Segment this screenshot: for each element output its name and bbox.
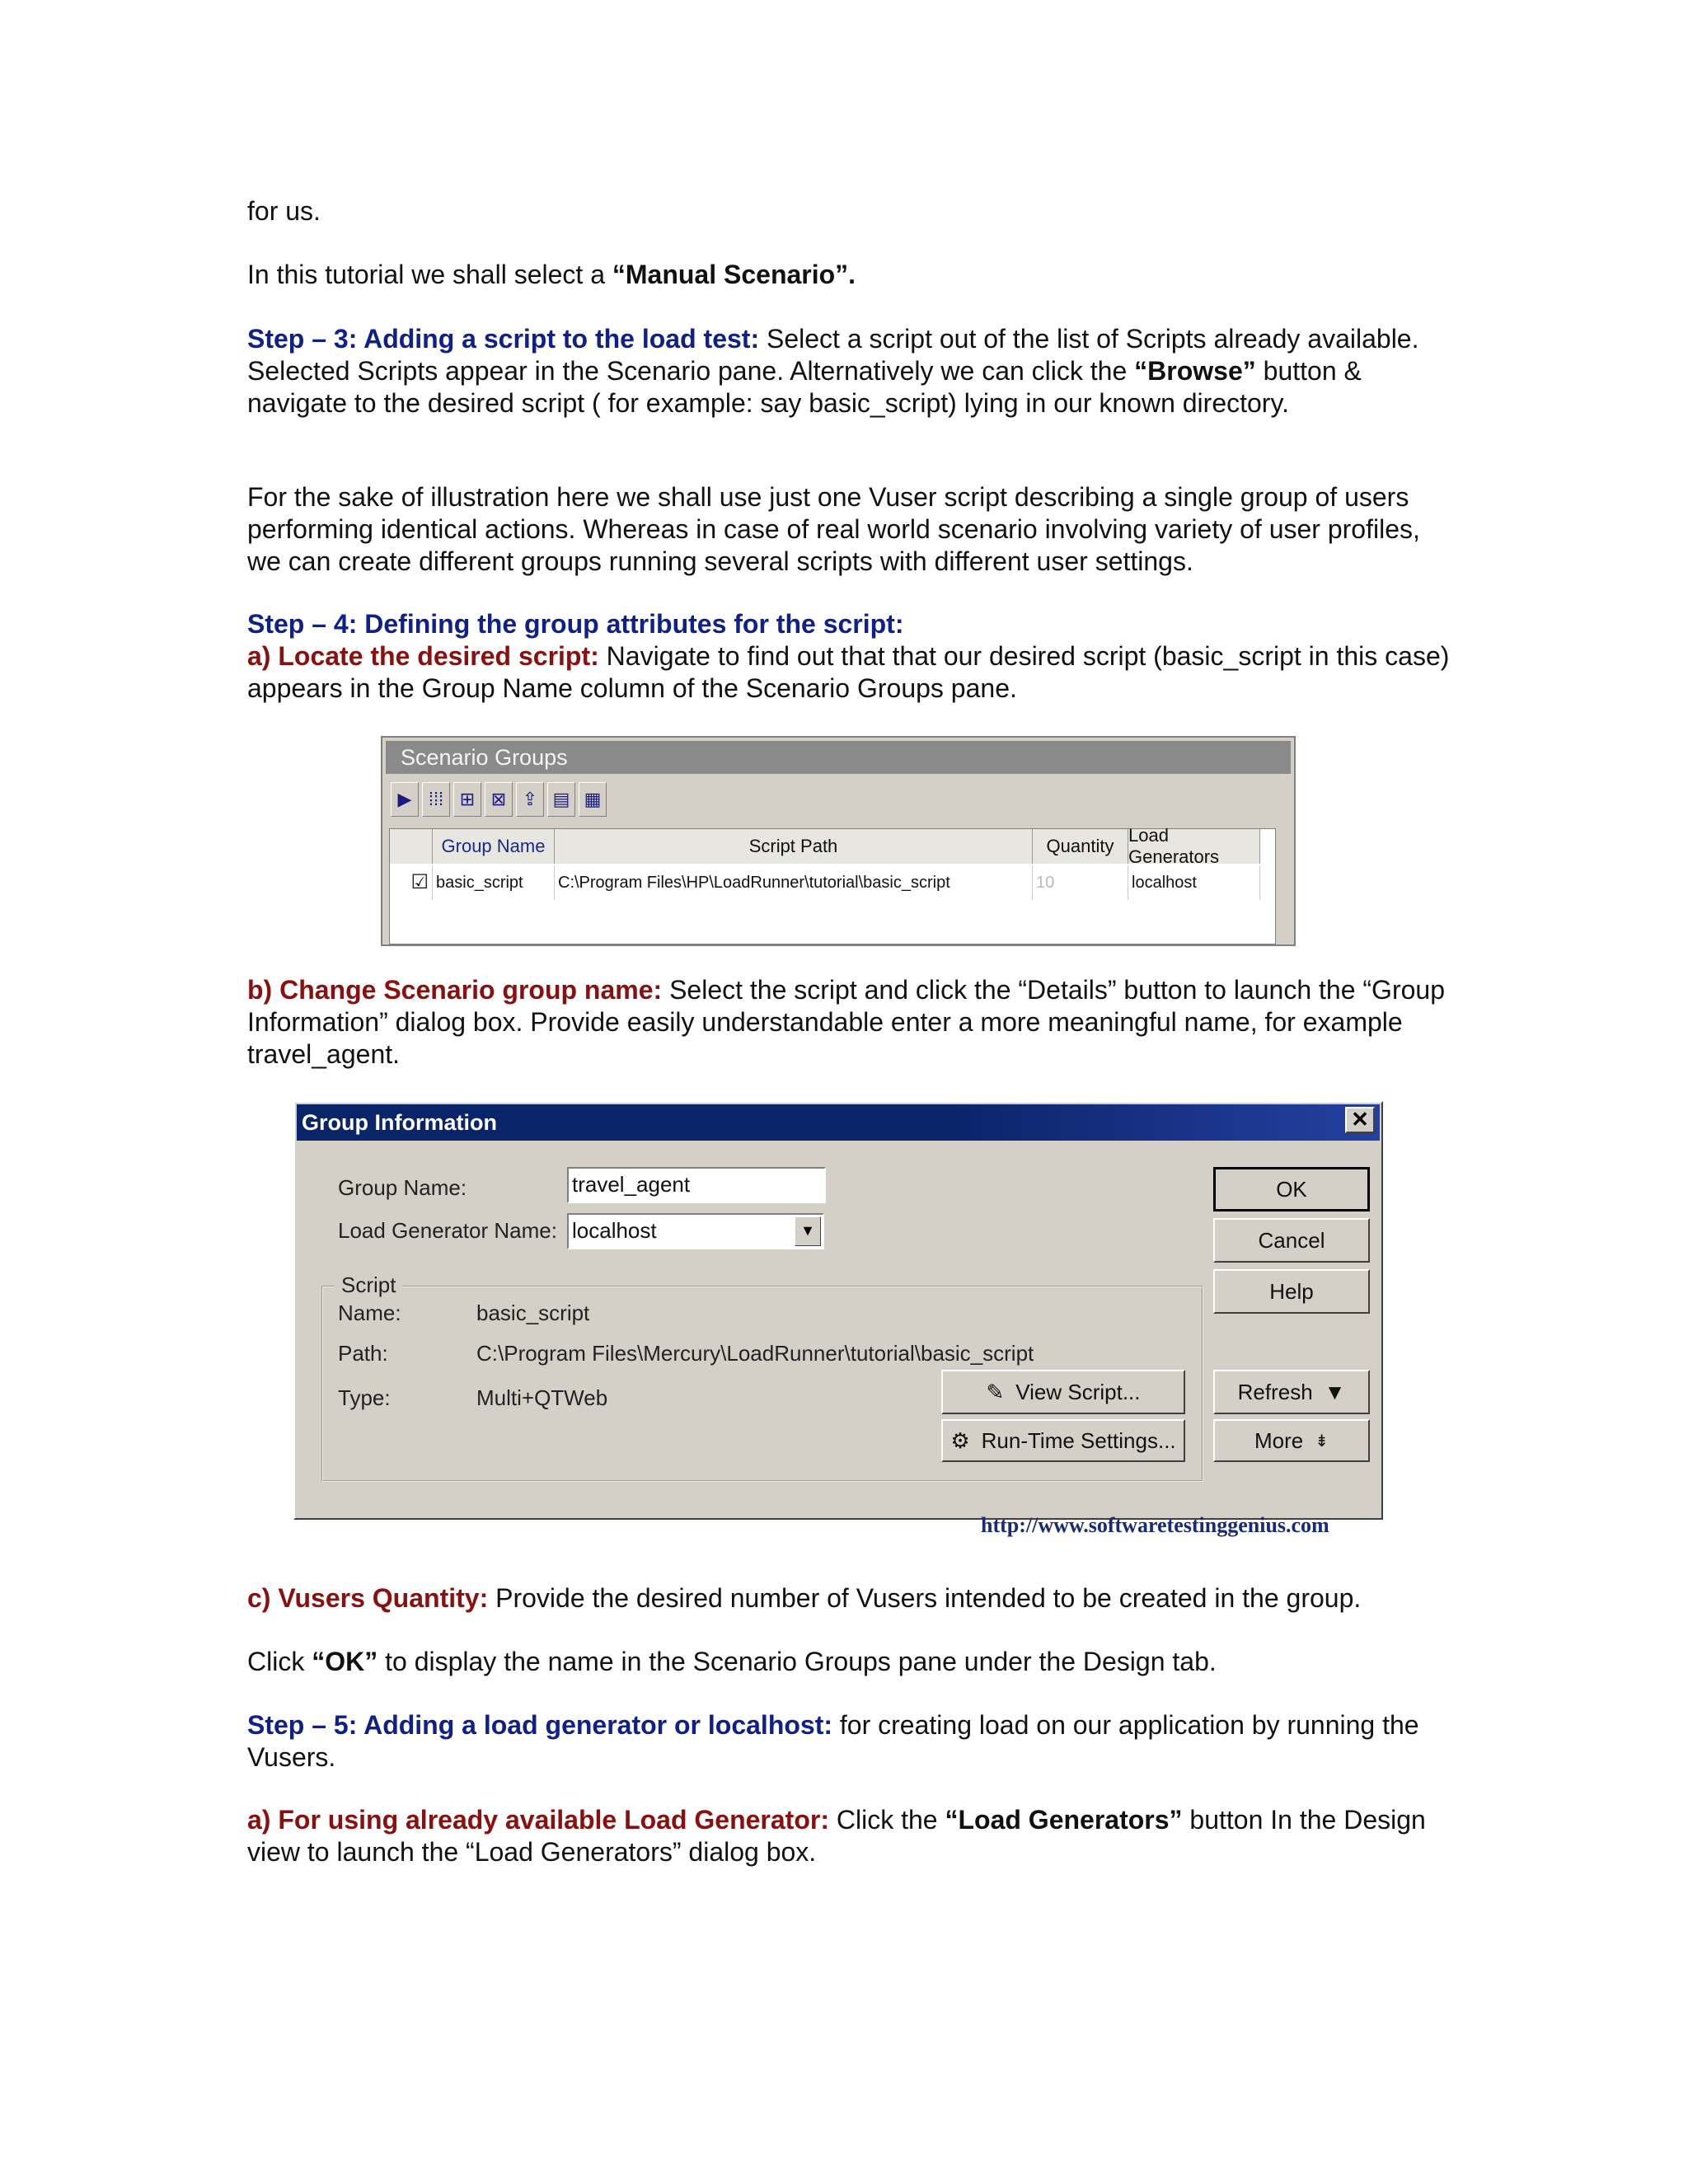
pane-title: Scenario Groups bbox=[386, 741, 1291, 774]
add-vuser-icon[interactable]: ⊞ bbox=[453, 782, 481, 817]
watermark-url: http://www.softwaretestinggenius.com bbox=[981, 1513, 1329, 1537]
details-icon[interactable]: ▤ bbox=[547, 782, 575, 817]
script-path-value: C:\Program Files\Mercury\LoadRunner\tutorial\basic_script bbox=[476, 1341, 1034, 1366]
row-checkbox[interactable]: ☑ bbox=[390, 865, 433, 900]
column-header[interactable]: Group Name bbox=[433, 829, 555, 864]
load-generator-select[interactable]: localhost ▼ bbox=[567, 1213, 824, 1249]
remove-vuser-icon[interactable]: ⊠ bbox=[485, 782, 513, 817]
group-information-dialog bbox=[293, 1101, 1383, 1520]
text-paragraph: for us. bbox=[247, 196, 321, 226]
ok-button[interactable]: OK bbox=[1213, 1167, 1370, 1212]
export-icon[interactable]: ⇪ bbox=[516, 782, 544, 817]
play-icon[interactable]: ▶ bbox=[391, 782, 419, 817]
substep-heading: a) Locate the desired script: bbox=[247, 641, 599, 671]
substep-c-paragraph: c) Vusers Quantity: Provide the desired number of Vusers intended to be created in the group. bbox=[247, 1583, 1362, 1613]
expand-icon: ⇟ bbox=[1315, 1432, 1329, 1451]
step-3-paragraph: Step – 3: Adding a script to the load test: Select a script out of the list of Scripts already available. Selected Scripts appear in the Scenario pane. Alternatively we can click the “Browse” button & navigate to the desired script ( for example: say basic_script) lying in our known directory. bbox=[247, 324, 1419, 418]
quantity-cell[interactable]: 10 bbox=[1033, 865, 1128, 900]
column-header[interactable]: Quantity bbox=[1033, 829, 1128, 864]
group-name-field[interactable]: travel_agent bbox=[567, 1167, 826, 1203]
text-paragraph: For the sake of illustration here we shall use just one Vuser script describing a single group of users performing identical actions. Whereas in case of real world scenario involving variety of user profiles, we can create different groups running several scripts with different user settings. bbox=[247, 482, 1420, 576]
dialog-title: Group Information bbox=[297, 1104, 1380, 1141]
more-button[interactable]: More ⇟ bbox=[1213, 1419, 1370, 1462]
group-name-label: Group Name: bbox=[338, 1175, 467, 1200]
script-name-value: basic_script bbox=[476, 1301, 590, 1325]
substep-a5-paragraph: a) For using already available Load Generator: Click the “Load Generators” button In the Design view to launch the “Load Generators” dialog box. bbox=[247, 1805, 1426, 1867]
load-generator-label: Load Generator Name: bbox=[338, 1218, 557, 1243]
scenario-groups-table bbox=[389, 825, 1276, 944]
column-header[interactable]: Script Path bbox=[555, 829, 1033, 864]
scenario-toolbar bbox=[391, 782, 607, 822]
script-path-cell[interactable]: C:\Program Files\HP\LoadRunner\tutorial\basic_script bbox=[555, 865, 1033, 900]
step-heading: Step – 5: Adding a load generator or localhost: bbox=[247, 1710, 833, 1740]
step-4-paragraph: Step – 4: Defining the group attributes for the script: a) Locate the desired script: Navigate to find out that that our desired script (basic_script in this case) appears in the Group Name column of the Scenario Groups pane. bbox=[247, 609, 1450, 703]
script-edit-icon: ✎ bbox=[986, 1379, 1005, 1404]
substep-heading: a) For using already available Load Generator: bbox=[247, 1805, 829, 1835]
substep-heading: b) Change Scenario group name: bbox=[247, 975, 663, 1005]
load-generator-cell[interactable]: localhost bbox=[1128, 865, 1260, 900]
script-type-value: Multi+QTWeb bbox=[476, 1385, 608, 1410]
scenario-groups-pane bbox=[381, 736, 1296, 946]
script-legend: Script bbox=[335, 1272, 402, 1298]
script-path-label: Path: bbox=[338, 1341, 388, 1366]
help-button[interactable]: Help bbox=[1213, 1269, 1370, 1314]
view-script-button[interactable]: ✎ View Script... bbox=[941, 1370, 1185, 1414]
settings-icon: ⚙ bbox=[950, 1427, 970, 1453]
script-icon[interactable]: ▦ bbox=[579, 782, 607, 817]
chevron-down-icon: ▼ bbox=[1324, 1379, 1346, 1404]
runtime-settings-button[interactable]: ⚙ Run-Time Settings... bbox=[941, 1419, 1185, 1462]
row-selector-header bbox=[390, 829, 433, 864]
chevron-down-icon[interactable]: ▼ bbox=[795, 1216, 821, 1246]
cancel-button[interactable]: Cancel bbox=[1213, 1218, 1370, 1263]
substep-heading: c) Vusers Quantity: bbox=[247, 1583, 489, 1613]
text-paragraph: In this tutorial we shall select a “Manual Scenario”. bbox=[247, 260, 856, 289]
vertical-scrollbar[interactable] bbox=[1275, 828, 1292, 944]
close-icon[interactable]: ✕ bbox=[1345, 1107, 1375, 1133]
column-header[interactable]: Load Generators bbox=[1128, 829, 1260, 864]
substep-b-paragraph: b) Change Scenario group name: Select the script and click the “Details” button to launch the “Group Information” dialog box. Provide easily understandable enter a more meaningful name, for example travel_agent. bbox=[247, 975, 1445, 1069]
step-5-paragraph: Step – 5: Adding a load generator or localhost: for creating load on our application by running the Vusers. bbox=[247, 1710, 1419, 1772]
step-heading: Step – 4: Defining the group attributes for the script: bbox=[247, 609, 904, 639]
group-name-cell[interactable]: basic_script bbox=[433, 865, 555, 900]
refresh-button[interactable]: Refresh ▼ bbox=[1213, 1370, 1370, 1414]
vusers-icon[interactable]: ⁞⁞⁞ bbox=[422, 782, 450, 817]
script-type-label: Type: bbox=[338, 1385, 391, 1410]
step-heading: Step – 3: Adding a script to the load test: bbox=[247, 324, 760, 354]
text-paragraph: Click “OK” to display the name in the Scenario Groups pane under the Design tab. bbox=[247, 1647, 1217, 1676]
script-name-label: Name: bbox=[338, 1301, 401, 1325]
